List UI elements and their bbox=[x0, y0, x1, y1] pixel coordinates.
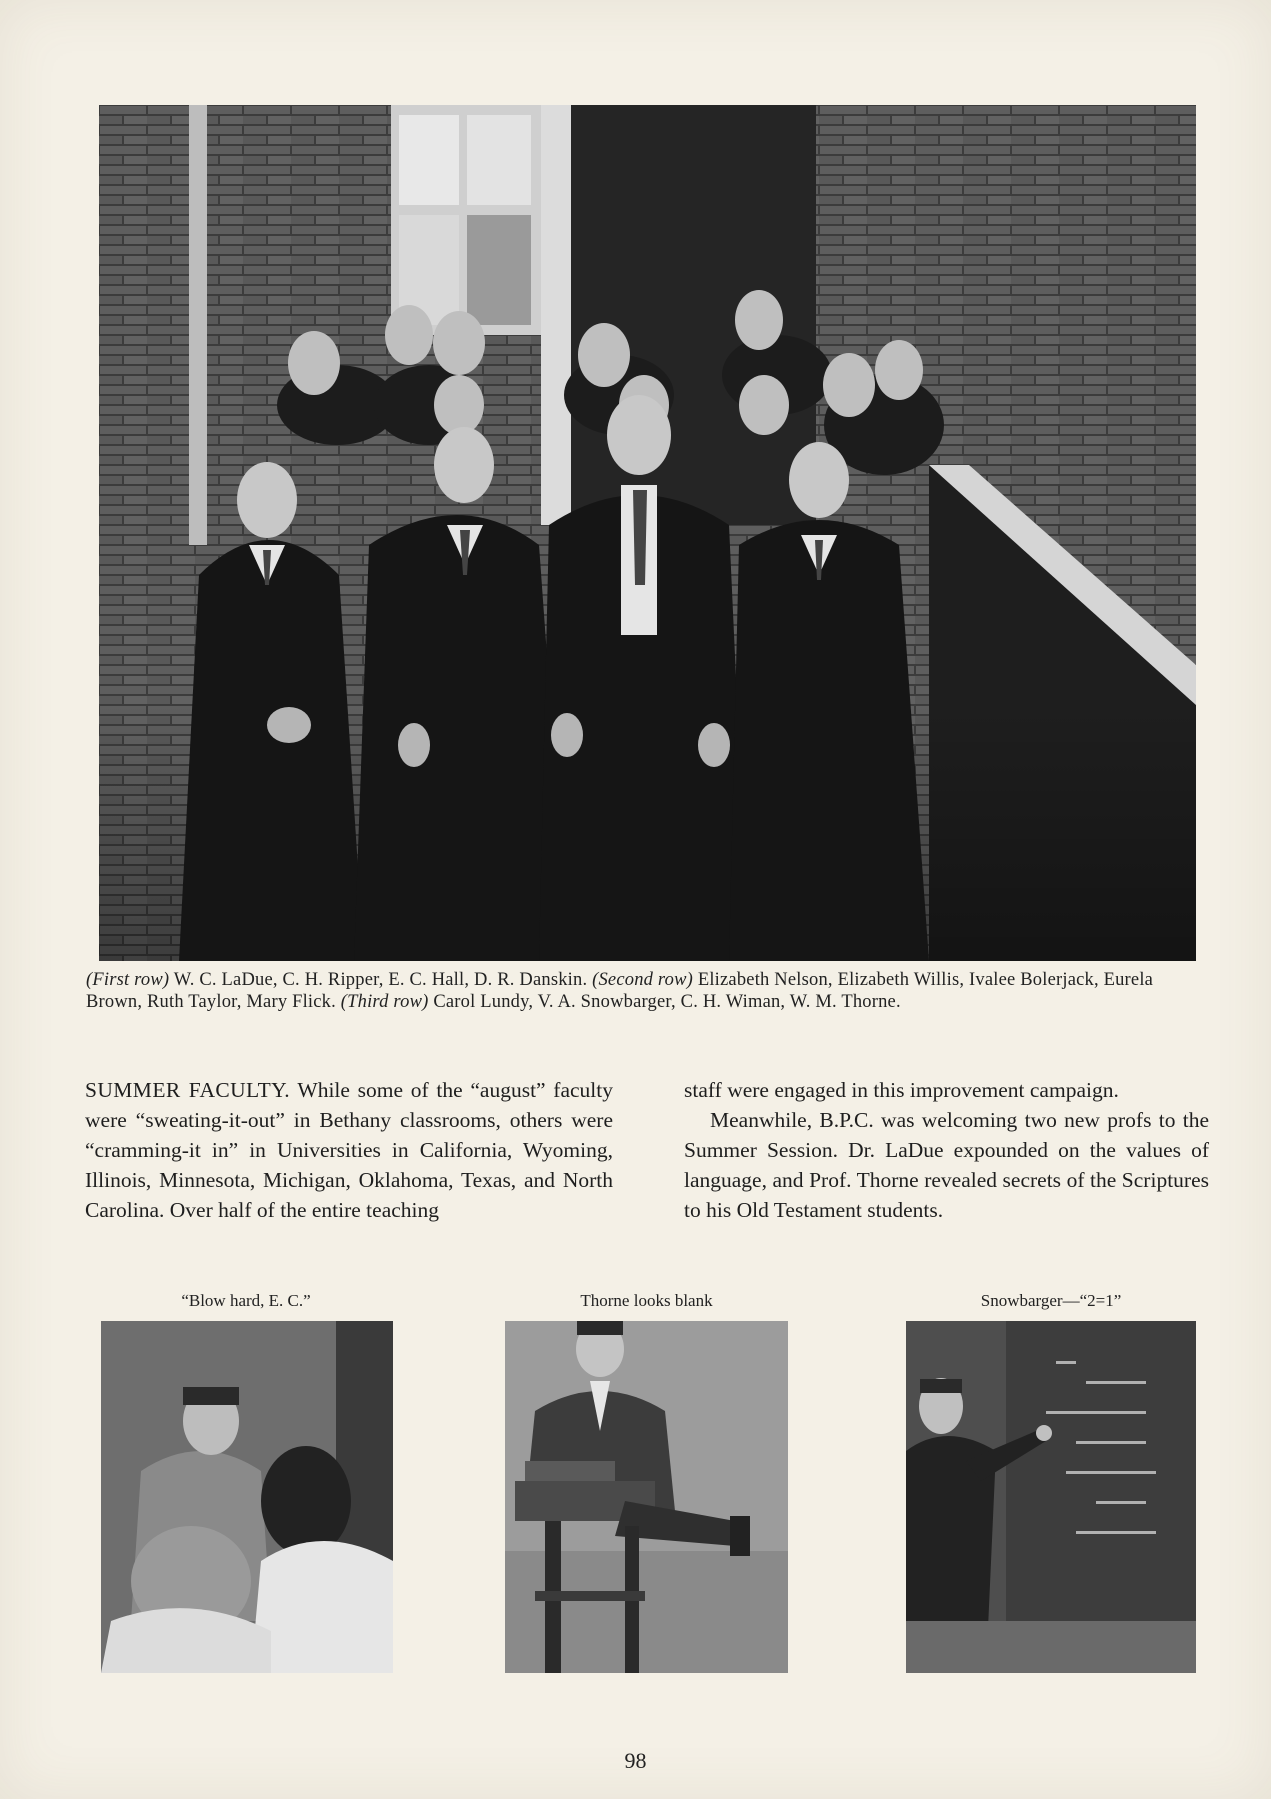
group-photo-caption bbox=[86, 969, 1214, 1013]
caption-row-names-3: Carol Lundy, V. A. Snowbarger, C. H. Wiman, W. M. Thorne. bbox=[428, 992, 901, 1012]
small-photo-caption-2: Thorne looks blank bbox=[580, 1291, 713, 1310]
page-number: 98 bbox=[624, 1748, 647, 1773]
small-photo-caption-1: “Blow hard, E. C.” bbox=[181, 1291, 311, 1310]
small-photo-caption-3: Snowbarger—“2=1” bbox=[980, 1291, 1122, 1310]
article-left-text: While some of the “august” faculty were “sweating-it-out” in Bethany classrooms, others were “cramming-it in” in Universities in California, Wyoming, Illinois, Minnesota, Michigan, Oklahoma, Texas, and North Carolina. Over half of the entire teaching bbox=[85, 1078, 613, 1222]
photo-snowbarger-blackboard bbox=[906, 1321, 1196, 1673]
faculty-group-photo bbox=[99, 105, 1196, 961]
photo-hall-teaching bbox=[101, 1321, 393, 1673]
caption-row-label-1: (First row) bbox=[86, 970, 170, 990]
group-photo-illustration bbox=[99, 105, 1196, 961]
caption-row-label-3: (Third row) bbox=[340, 992, 429, 1012]
caption-row-label-2: (Second row) bbox=[592, 970, 693, 990]
article-right-first: staff were engaged in this improvement campaign. bbox=[684, 1078, 1119, 1102]
photo-thorne-seated bbox=[505, 1321, 788, 1673]
article-lead: SUMMER FACULTY. bbox=[85, 1078, 291, 1102]
caption-row-names-1: W. C. LaDue, C. H. Ripper, E. C. Hall, D. R. Danskin. bbox=[169, 970, 593, 990]
article-column-right bbox=[684, 1075, 1209, 1225]
article-right-second: Meanwhile, B.P.C. was welcoming two new profs to the Summer Session. Dr. LaDue expounded on the values of language, and Prof. Thorne revealed secrets of the Scriptures to his Old Testament students. bbox=[684, 1108, 1209, 1222]
caption-row-names-2: Elizabeth Nelson, Elizabeth Willis, Ivalee Bolerjack, Eurela Brown, Ruth Taylor, Mary Flick. bbox=[86, 970, 1154, 1012]
article-column-left bbox=[85, 1075, 613, 1225]
